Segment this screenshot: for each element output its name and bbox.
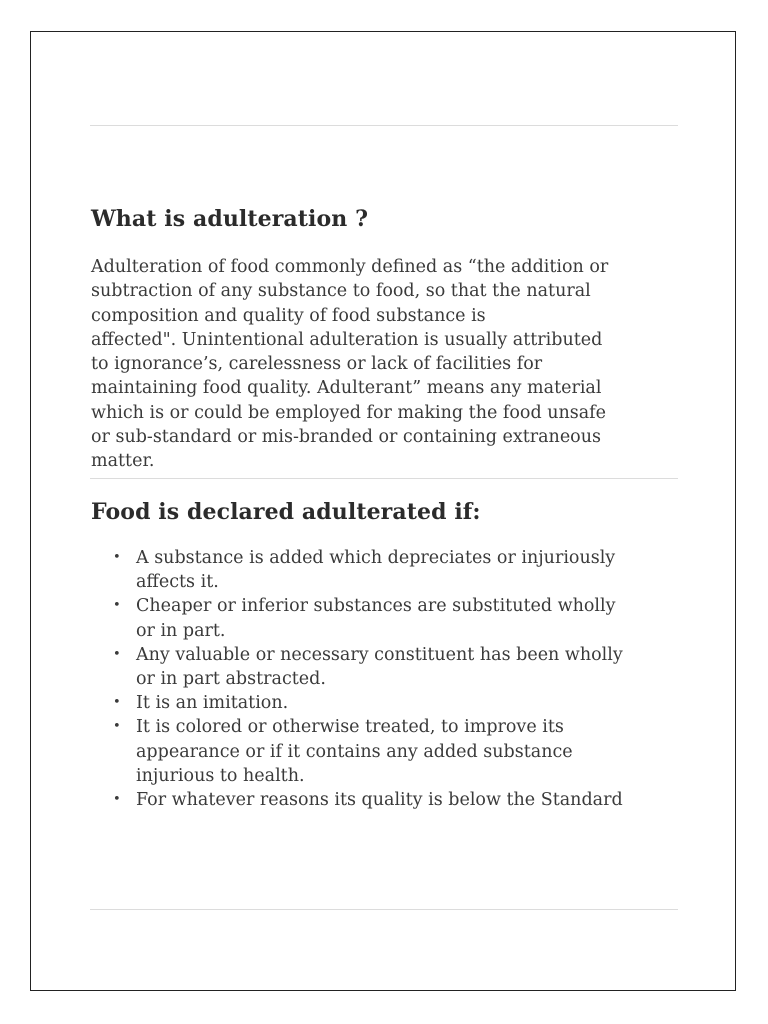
list-item [91,788,691,812]
list-item-line: It is colored or otherwise treated, to improve its [136,717,564,738]
document-page [30,31,736,991]
paragraph-line: to ignorance’s, carelessness or lack of facilities for [91,354,543,375]
bullet-icon: • [113,792,121,808]
list-item-line: A substance is added which depreciates or injuriously [136,548,616,568]
list-item-line: It is an imitation. [136,693,289,714]
list-item [91,715,691,788]
list-item [91,594,691,642]
list-item-line: or in part. [136,620,226,641]
bullet-icon: • [113,719,121,735]
list-item-line: Any valuable or necessary constituent has been wholly [136,644,623,665]
paragraph-line: Adulteration of food commonly defined as “the addition or [91,257,609,277]
list-item-line: affects it. [136,572,219,593]
top-divider [90,125,678,126]
bullet-icon: • [113,646,121,662]
list-item [91,691,691,715]
paragraph-line: which is or could be employed for making the food unsafe [91,402,607,423]
list-item-line: For whatever reasons its quality is below the Standard [136,790,623,811]
bullet-icon: • [113,550,121,565]
middle-divider [90,478,678,479]
adulteration-criteria-list [91,546,691,812]
bottom-divider [90,909,678,910]
paragraph-line: subtraction of any substance to food, so that the natural [91,281,591,302]
list-item [91,643,691,691]
paragraph-line: or sub-standard or mis-branded or containing extraneous [91,427,601,448]
paragraph-line: matter. [91,451,155,472]
paragraph-line: composition and quality of food substance is [91,305,486,326]
paragraph-line: maintaining food quality. Adulterant” means any material [91,378,602,399]
definition-paragraph [91,255,681,474]
bullet-icon: • [113,598,121,614]
list-item [91,546,691,594]
section-heading-what-is-adulteration: What is adulteration ? [91,206,369,232]
list-item-line: appearance or if it contains any added substance [136,741,573,762]
paragraph-line: affected". Unintentional adulteration is usually attributed [91,329,603,350]
list-item-line: Cheaper or inferior substances are substituted wholly [136,596,616,617]
list-item-line: or in part abstracted. [136,669,326,690]
bullet-icon: • [113,695,121,711]
section-heading-food-declared-adulterated: Food is declared adulterated if: [91,499,481,525]
list-item-line: injurious to health. [136,765,305,786]
